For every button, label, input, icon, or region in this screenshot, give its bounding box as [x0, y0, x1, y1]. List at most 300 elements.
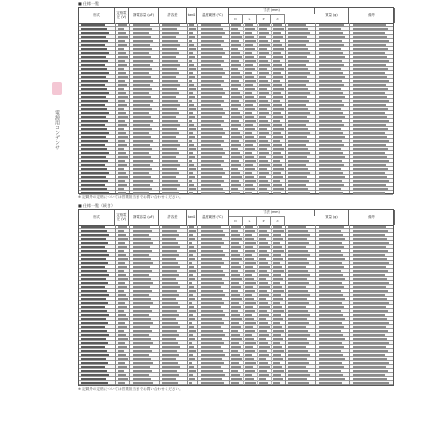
- cell-value: [118, 346, 127, 347]
- column-header-label: 許容差: [167, 12, 178, 17]
- cell-value: [201, 346, 221, 347]
- cell-value: [231, 298, 242, 299]
- cell-value: [231, 346, 241, 347]
- cell-value: [133, 286, 150, 287]
- cell-value: [201, 262, 224, 263]
- cell-value: [288, 64, 306, 65]
- cell-value: [201, 234, 225, 235]
- cell-value: [245, 40, 256, 41]
- cell-value: [118, 108, 124, 109]
- cell-value: [245, 192, 252, 193]
- cell-value: [201, 338, 222, 339]
- cell-value: [189, 358, 195, 359]
- cell-value: [189, 294, 193, 295]
- cell-value: [133, 318, 151, 319]
- cell-value: [118, 116, 128, 117]
- cell-value: [81, 318, 106, 319]
- cell-value: [288, 322, 309, 323]
- cell-value: [319, 298, 345, 299]
- cell-value: [189, 48, 196, 49]
- cell-value: [231, 282, 239, 283]
- cell-value: [231, 68, 238, 69]
- cell-value: [189, 310, 196, 311]
- cell-value: [353, 128, 388, 129]
- cell-value: [162, 68, 177, 69]
- cell-value: [133, 172, 149, 173]
- cell-value: [201, 274, 225, 275]
- column-header: [197, 8, 229, 23]
- cell-value: [231, 274, 240, 275]
- cell-value: [201, 100, 224, 101]
- cell-value: [273, 350, 284, 351]
- cell-value: [245, 374, 252, 375]
- cell-value: [273, 254, 281, 255]
- cell-value: [118, 358, 128, 359]
- cell-value: [133, 342, 153, 343]
- cell-value: [201, 258, 222, 259]
- cell-value: [118, 254, 126, 255]
- cell-value: [133, 140, 153, 141]
- cell-value: [259, 80, 268, 81]
- cell-value: [189, 226, 194, 227]
- cell-value: [288, 136, 307, 137]
- cell-value: [118, 330, 124, 331]
- cell-value: [189, 230, 196, 231]
- cell-value: [133, 132, 149, 133]
- cell-value: [259, 36, 266, 37]
- cell-value: [353, 148, 388, 149]
- cell-value: [245, 326, 253, 327]
- cell-value: [162, 60, 178, 61]
- cell-value: [259, 318, 266, 319]
- cell-value: [273, 140, 280, 141]
- cell-value: [245, 270, 255, 271]
- cell-value: [189, 270, 196, 271]
- cell-value: [189, 140, 192, 141]
- cell-value: [319, 72, 343, 73]
- cell-value: [201, 24, 221, 25]
- cell-value: [288, 48, 308, 49]
- cell-value: [162, 104, 180, 105]
- cell-value: [189, 136, 195, 137]
- cell-value: [245, 302, 256, 303]
- cell-value: [189, 84, 194, 85]
- cell-value: [81, 378, 106, 379]
- cell-value: [245, 342, 256, 343]
- cell-value: [81, 28, 107, 29]
- cell-value: [353, 330, 388, 331]
- cell-value: [133, 246, 150, 247]
- cell-value: [118, 144, 127, 145]
- cell-value: [201, 290, 223, 291]
- cell-value: [273, 112, 281, 113]
- cell-value: [118, 378, 128, 379]
- cell-value: [231, 366, 241, 367]
- cell-value: [273, 156, 283, 157]
- cell-value: [231, 136, 242, 137]
- cell-value: [245, 230, 255, 231]
- cell-value: [201, 84, 221, 85]
- column-divider: [243, 23, 244, 193]
- cell-value: [273, 164, 282, 165]
- cell-value: [118, 28, 124, 29]
- column-header-label: 定格電圧 (V): [116, 212, 127, 221]
- cell-value: [259, 172, 269, 173]
- table-body: [79, 23, 393, 193]
- cell-value: [189, 172, 193, 173]
- cell-value: [245, 246, 253, 247]
- column-divider: [315, 23, 316, 193]
- cell-value: [81, 76, 106, 77]
- column-header: [197, 210, 229, 225]
- cell-value: [259, 168, 267, 169]
- cell-value: [118, 40, 125, 41]
- cell-value: [81, 156, 106, 157]
- cell-value: [118, 60, 125, 61]
- cell-value: [245, 378, 254, 379]
- cell-value: [201, 68, 223, 69]
- cell-value: [288, 124, 306, 125]
- cell-value: [133, 72, 149, 73]
- cell-value: [353, 104, 386, 105]
- cell-value: [162, 76, 176, 77]
- cell-value: [189, 338, 195, 339]
- cell-value: [189, 176, 195, 177]
- cell-value: [319, 44, 344, 45]
- cell-value: [288, 24, 306, 25]
- cell-value: [353, 246, 386, 247]
- cell-value: [245, 366, 253, 367]
- cell-value: [259, 326, 270, 327]
- cell-value: [273, 378, 283, 379]
- cell-value: [133, 338, 151, 339]
- cell-value: [201, 124, 221, 125]
- cell-value: [133, 302, 153, 303]
- cell-value: [319, 144, 344, 145]
- cell-value: [81, 184, 105, 185]
- cell-value: [133, 120, 153, 121]
- cell-value: [288, 370, 308, 371]
- cell-value: [133, 28, 152, 29]
- cell-value: [133, 346, 150, 347]
- cell-value: [245, 136, 254, 137]
- cell-value: [162, 258, 176, 259]
- cell-value: [288, 274, 310, 275]
- cell-value: [245, 152, 252, 153]
- cell-value: [201, 184, 221, 185]
- cell-value: [231, 184, 241, 185]
- cell-value: [231, 56, 242, 57]
- cell-value: [273, 28, 284, 29]
- cell-value: [81, 112, 109, 113]
- cell-value: [162, 318, 176, 319]
- cell-value: [189, 330, 196, 331]
- cell-value: [245, 382, 256, 383]
- cell-value: [231, 24, 241, 25]
- cell-value: [245, 168, 255, 169]
- cell-value: [133, 100, 153, 101]
- cell-value: [118, 96, 128, 97]
- cell-value: [81, 250, 107, 251]
- cell-value: [231, 44, 241, 45]
- column-divider: [187, 23, 188, 193]
- cell-value: [245, 306, 253, 307]
- column-header-label: 温度範囲 (℃): [202, 214, 223, 219]
- cell-value: [118, 164, 127, 165]
- cell-value: [201, 226, 221, 227]
- cell-value: [162, 24, 180, 25]
- cell-value: [189, 144, 194, 145]
- cell-value: [81, 302, 108, 303]
- cell-value: [288, 262, 309, 263]
- cell-value: [259, 226, 270, 227]
- column-divider: [257, 23, 258, 193]
- cell-value: [259, 270, 267, 271]
- column-header: [115, 210, 129, 225]
- cell-value: [259, 298, 266, 299]
- cell-value: [319, 338, 345, 339]
- cell-value: [245, 84, 253, 85]
- cell-value: [259, 108, 267, 109]
- cell-value: [201, 80, 224, 81]
- cell-value: [245, 100, 256, 101]
- cell-value: [201, 164, 221, 165]
- cell-value: [133, 362, 153, 363]
- cell-value: [259, 286, 270, 287]
- cell-value: [118, 32, 126, 33]
- cell-value: [162, 346, 180, 347]
- cell-value: [319, 164, 344, 165]
- cell-value: [162, 192, 179, 193]
- cell-value: [189, 334, 193, 335]
- cell-value: [288, 246, 306, 247]
- cell-value: [353, 172, 385, 173]
- cell-value: [319, 52, 343, 53]
- column-header-label: 許容差: [167, 214, 178, 219]
- cell-value: [201, 60, 224, 61]
- cell-value: [231, 160, 239, 161]
- cell-value: [288, 52, 310, 53]
- cell-value: [118, 246, 127, 247]
- cell-value: [231, 342, 239, 343]
- cell-value: [189, 382, 192, 383]
- cell-value: [81, 68, 107, 69]
- cell-value: [201, 168, 223, 169]
- cell-value: [118, 262, 125, 263]
- cell-value: [259, 164, 270, 165]
- cell-value: [288, 96, 307, 97]
- cell-value: [189, 370, 196, 371]
- cell-value: [133, 306, 150, 307]
- cell-value: [353, 144, 386, 145]
- cell-value: [245, 250, 255, 251]
- column-header: [159, 210, 187, 225]
- cell-value: [81, 258, 106, 259]
- cell-value: [201, 370, 223, 371]
- cell-value: [118, 258, 128, 259]
- cell-value: [133, 230, 152, 231]
- cell-value: [189, 124, 194, 125]
- cell-value: [353, 92, 385, 93]
- cell-value: [273, 64, 282, 65]
- cell-value: [245, 116, 254, 117]
- cell-value: [118, 350, 124, 351]
- column-divider: [315, 225, 316, 385]
- cell-value: [81, 84, 105, 85]
- cell-value: [259, 358, 266, 359]
- cell-value: [288, 374, 310, 375]
- cell-value: [201, 192, 225, 193]
- cell-value: [81, 56, 106, 57]
- cell-value: [189, 374, 193, 375]
- cell-value: [288, 144, 306, 145]
- cell-value: [245, 44, 253, 45]
- cell-value: [201, 374, 225, 375]
- cell-value: [201, 32, 225, 33]
- cell-value: [118, 24, 127, 25]
- cell-value: [245, 180, 256, 181]
- cell-value: [81, 354, 109, 355]
- cell-value: [319, 334, 343, 335]
- cell-value: [118, 274, 126, 275]
- cell-value: [288, 112, 310, 113]
- cell-value: [319, 274, 343, 275]
- cell-value: [201, 160, 224, 161]
- cell-value: [231, 378, 242, 379]
- column-header-label: 備考: [368, 214, 375, 219]
- cell-value: [231, 36, 242, 37]
- cell-value: [273, 44, 282, 45]
- table-body: [79, 225, 393, 385]
- cell-value: [133, 334, 149, 335]
- cell-value: [319, 48, 341, 49]
- cell-value: [189, 100, 192, 101]
- cell-value: [288, 160, 309, 161]
- cell-value: [133, 242, 153, 243]
- cell-value: [201, 358, 222, 359]
- cell-value: [245, 88, 255, 89]
- cell-value: [201, 64, 221, 65]
- cell-value: [353, 192, 385, 193]
- cell-value: [189, 262, 192, 263]
- cell-value: [288, 104, 306, 105]
- cell-value: [162, 382, 178, 383]
- cell-value: [288, 40, 309, 41]
- cell-value: [231, 192, 240, 193]
- cell-value: [189, 32, 193, 33]
- cell-value: [288, 270, 308, 271]
- cell-value: [259, 370, 267, 371]
- cell-value: [118, 318, 128, 319]
- cell-value: [319, 286, 344, 287]
- cell-value: [201, 242, 224, 243]
- cell-value: [162, 366, 180, 367]
- cell-value: [319, 262, 342, 263]
- cell-value: [353, 242, 389, 243]
- cell-value: [81, 322, 108, 323]
- cell-value: [231, 120, 239, 121]
- cell-value: [162, 120, 178, 121]
- cell-value: [81, 120, 108, 121]
- cell-value: [118, 322, 125, 323]
- cell-value: [189, 318, 195, 319]
- cell-value: [162, 270, 177, 271]
- cell-value: [201, 36, 222, 37]
- table-2-footnote: ※ 記載外の定格については営業担当までお問い合わせください。: [78, 387, 183, 391]
- cell-value: [353, 326, 386, 327]
- column-divider: [229, 225, 230, 385]
- cell-value: [189, 72, 193, 73]
- cell-value: [245, 56, 254, 57]
- cell-value: [201, 40, 224, 41]
- cell-value: [288, 32, 310, 33]
- cell-value: [201, 270, 223, 271]
- cell-value: [273, 52, 281, 53]
- cell-value: [245, 354, 252, 355]
- cell-value: [231, 358, 242, 359]
- cell-value: [231, 176, 242, 177]
- cell-value: [288, 148, 308, 149]
- cell-value: [273, 226, 282, 227]
- cell-value: [162, 144, 180, 145]
- cell-value: [162, 242, 178, 243]
- cell-value: [133, 314, 149, 315]
- cell-value: [259, 32, 269, 33]
- cell-value: [288, 76, 307, 77]
- cell-value: [273, 354, 281, 355]
- cell-value: [353, 32, 385, 33]
- cell-value: [288, 250, 308, 251]
- cell-value: [353, 278, 387, 279]
- cell-value: [288, 302, 309, 303]
- cell-value: [273, 76, 283, 77]
- cell-value: [189, 322, 192, 323]
- cell-value: [189, 326, 194, 327]
- cell-value: [162, 52, 179, 53]
- cell-value: [353, 314, 385, 315]
- cell-value: [201, 112, 225, 113]
- cell-value: [319, 192, 343, 193]
- cell-value: [231, 314, 240, 315]
- cell-value: [245, 242, 256, 243]
- cell-value: [245, 282, 256, 283]
- cell-value: [245, 258, 254, 259]
- cell-value: [118, 172, 126, 173]
- cell-value: [288, 354, 310, 355]
- cell-value: [273, 36, 283, 37]
- column-divider: [229, 23, 230, 193]
- cell-value: [133, 192, 149, 193]
- cell-value: [118, 128, 124, 129]
- column-header: [349, 8, 395, 23]
- cell-value: [81, 136, 106, 137]
- cell-value: [201, 172, 225, 173]
- cell-value: [288, 152, 310, 153]
- cell-value: [189, 282, 192, 283]
- cell-value: [288, 60, 309, 61]
- cell-value: [133, 32, 149, 33]
- cell-value: [162, 168, 177, 169]
- cell-value: [162, 88, 177, 89]
- cell-value: [245, 128, 255, 129]
- column-header-label: 静電容量 (μF): [133, 214, 154, 219]
- cell-value: [162, 374, 179, 375]
- cell-value: [288, 358, 307, 359]
- cell-value: [259, 330, 267, 331]
- cell-value: [81, 44, 105, 45]
- cell-value: [201, 362, 224, 363]
- cell-value: [189, 88, 196, 89]
